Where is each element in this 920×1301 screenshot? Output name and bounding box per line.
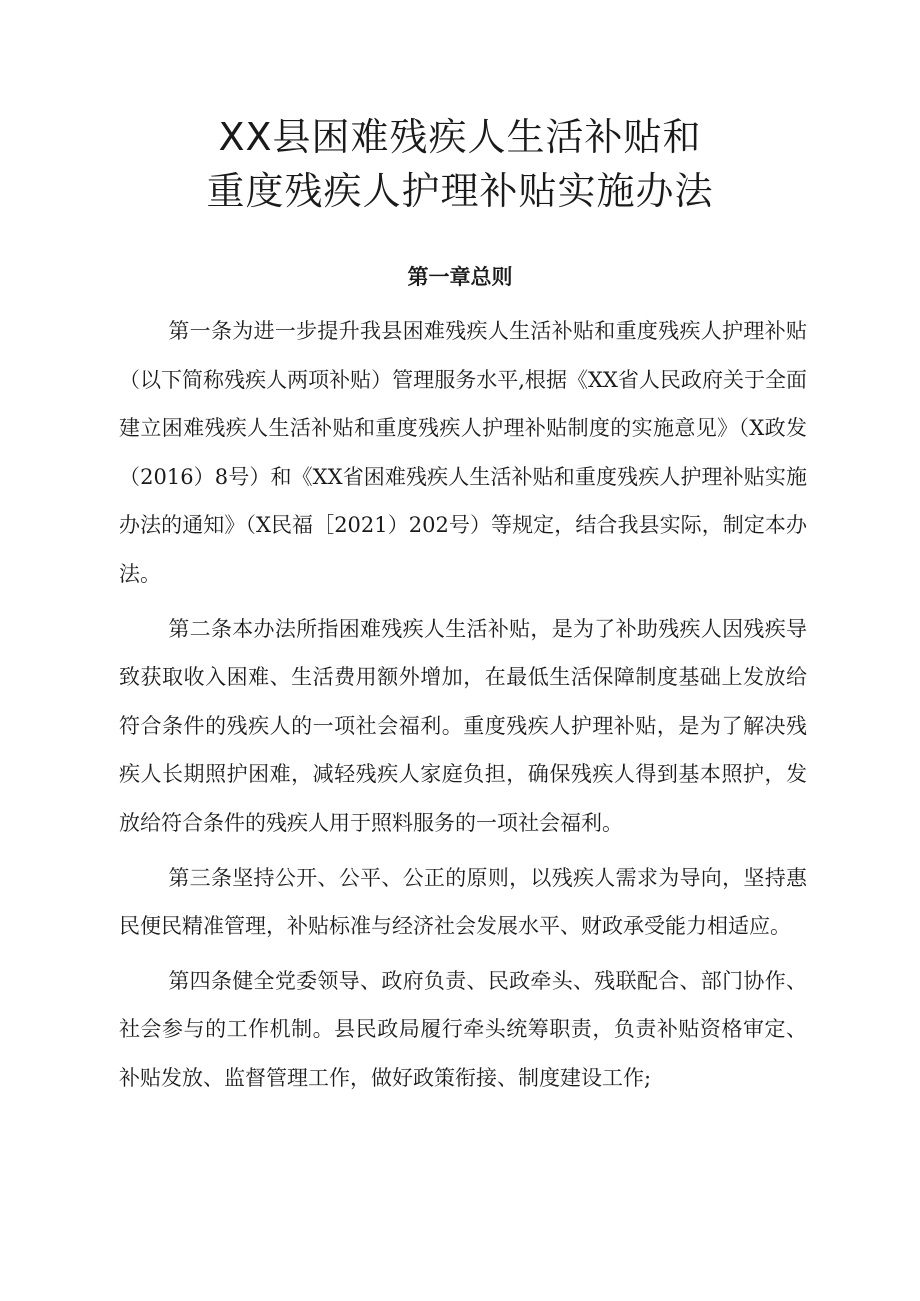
document-body bbox=[119, 307, 807, 1109]
article-1: 第一条为进一步提升我县困难残疾人生活补贴和重度残疾人护理补贴（以下简称残疾人两项补贴）管理服务水平,根据《XX省人民政府关于全面建立困难残疾人生活补贴和重度残疾人护理补贴制度的实施意见》（X政发（2016）8号）和《XX省困难残疾人生活补贴和重度残疾人护理补贴实施办法的通知》（X民福［2021）202号）等规定，结合我县实际，制定本办法。 bbox=[119, 319, 807, 586]
document-title-line-2: 重度残疾人护理补贴实施办法 bbox=[206, 169, 714, 213]
article-4: 第四条健全党委领导、政府负责、民政牵头、残联配合、部门协作、社会参与的工作机制。县民政局履行牵头统筹职责，负责补贴资格审定、补贴发放、监督管理工作，做好政策衔接、制度建设工作; bbox=[119, 968, 807, 1090]
chapter-heading: 第一章总则 bbox=[407, 265, 513, 289]
article-3: 第三条坚持公开、公平、公正的原则，以残疾人需求为导向，坚持惠民便民精准管理，补贴标准与经济社会发展水平、财政承受能力相适应。 bbox=[119, 865, 807, 939]
document-title-line-1: XX县困难残疾人生活补贴和 bbox=[218, 115, 702, 159]
article-2: 第二条本办法所指困难残疾人生活补贴，是为了补助残疾人因残疾导致获取收入困难、生活费用额外增加，在最低生活保障制度基础上发放给符合条件的残疾人的一项社会福利。重度残疾人护理补贴，是为了解决残疾人长期照护困难，减轻残疾人家庭负担，确保残疾人得到基本照护，发放给符合条件的残疾人用于照料服务的一项社会福利。 bbox=[119, 616, 807, 835]
